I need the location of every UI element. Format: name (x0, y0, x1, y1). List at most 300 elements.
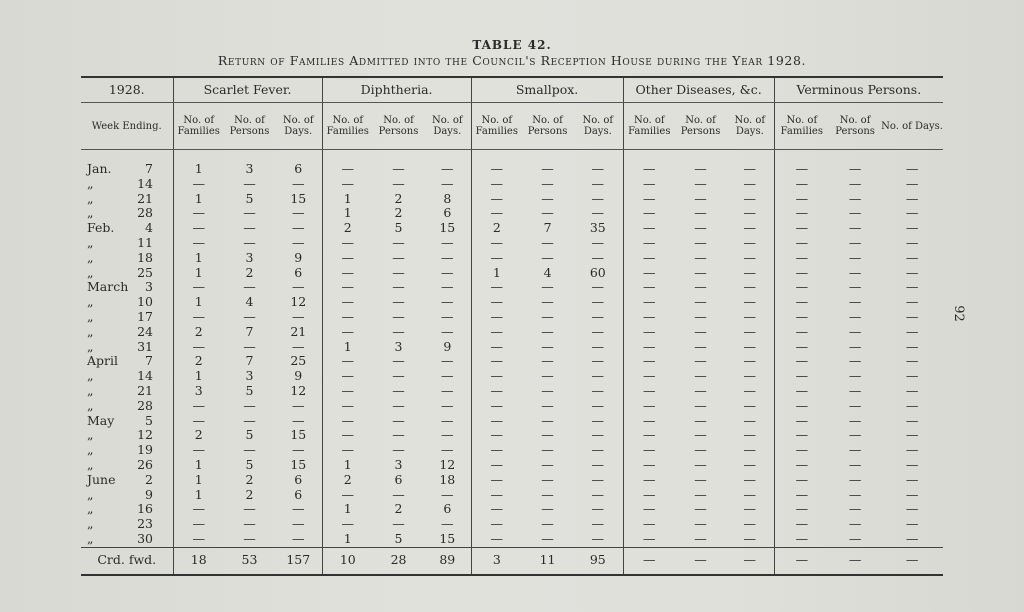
value-cell: — (541, 487, 554, 502)
value-cell: — (774, 414, 829, 429)
table-row (81, 340, 943, 355)
value-cell: — (743, 206, 757, 221)
total-cell: — (675, 547, 726, 575)
value-cell: — (441, 295, 454, 310)
week-ending-cell (81, 443, 173, 458)
week-ending-cell (81, 502, 173, 517)
value-cell: — (905, 443, 919, 458)
week-ending-cell (81, 206, 173, 221)
value-cell: — (774, 502, 829, 517)
month-label: „ (87, 457, 94, 472)
carried-forward-label: Crd. fwd. (81, 547, 173, 575)
day-label: 3 (145, 280, 153, 295)
value-cell: — (623, 428, 675, 443)
month-label: „ (87, 398, 94, 413)
day-label: 12 (137, 428, 153, 443)
value-cell: 60 (589, 265, 606, 280)
value-cell: — (541, 502, 554, 517)
week-ending-cell (81, 532, 173, 547)
carried-forward-row (81, 547, 943, 575)
table-row (81, 310, 943, 325)
total-cell: 157 (275, 547, 322, 575)
month-label: „ (87, 339, 94, 354)
value-cell: 1 (173, 251, 224, 266)
value-cell: — (848, 309, 862, 324)
group-header-verminous-persons: Verminous Persons. (774, 77, 943, 103)
value-cell: — (905, 531, 919, 546)
subheader-verminous-persons-days: No. of Days. (881, 103, 943, 150)
table-title: TABLE 42. (472, 38, 552, 52)
month-label: „ (87, 191, 94, 206)
value-cell: — (292, 517, 305, 532)
table-row (81, 280, 943, 295)
value-cell: — (743, 280, 757, 295)
value-cell: — (392, 383, 405, 398)
value-cell: — (905, 206, 919, 221)
value-cell: — (173, 236, 224, 251)
value-cell: — (905, 235, 919, 250)
value-cell: — (623, 325, 675, 340)
value-cell: — (471, 488, 522, 503)
value-cell: — (743, 295, 757, 310)
table-row (81, 414, 943, 429)
value-cell: — (541, 428, 554, 443)
value-cell: — (694, 383, 707, 398)
value-cell: 2 (173, 325, 224, 340)
value-cell: — (591, 502, 605, 517)
value-cell: — (541, 235, 554, 250)
value-cell: — (743, 413, 757, 428)
group-header-diphtheria: Diphtheria. (322, 77, 471, 103)
value-cell: — (623, 488, 675, 503)
value-cell: 6 (443, 206, 452, 221)
value-cell: — (471, 206, 522, 221)
value-cell: — (322, 295, 373, 310)
value-cell: — (322, 488, 373, 503)
value-cell: 6 (394, 472, 403, 487)
value-cell: 12 (290, 295, 307, 310)
subheader-verminous-persons-families: No. of Families (774, 103, 829, 150)
value-cell: — (441, 324, 454, 339)
total-cell: 3 (471, 547, 522, 575)
value-cell: — (694, 339, 707, 354)
value-cell: — (694, 487, 707, 502)
value-cell: 1 (173, 266, 224, 281)
value-cell: — (471, 236, 522, 251)
value-cell: — (392, 354, 405, 369)
month-label: March (87, 280, 129, 295)
month-label: „ (87, 265, 94, 280)
value-cell: — (292, 206, 305, 221)
value-cell: 5 (245, 383, 254, 398)
value-cell: — (694, 250, 707, 265)
month-label: Feb. (87, 221, 115, 236)
value-cell: — (173, 502, 224, 517)
value-cell: — (471, 369, 522, 384)
value-cell: — (471, 517, 522, 532)
value-cell: — (392, 369, 405, 384)
value-cell: — (541, 250, 554, 265)
value-cell: — (694, 324, 707, 339)
week-ending-cell (81, 236, 173, 251)
group-header-smallpox: Smallpox. (471, 77, 623, 103)
value-cell: — (541, 161, 554, 176)
value-cell: 3 (245, 369, 254, 384)
value-cell: — (623, 458, 675, 473)
subheader-scarlet-fever-families: No. of Families (173, 103, 224, 150)
value-cell: — (541, 339, 554, 354)
total-cell: — (881, 547, 943, 575)
month-label: „ (87, 443, 94, 458)
value-cell: — (591, 369, 605, 384)
month-label: „ (87, 502, 94, 517)
value-cell: — (774, 384, 829, 399)
month-label: „ (87, 235, 94, 250)
value-cell: — (623, 266, 675, 281)
value-cell: — (774, 532, 829, 547)
value-cell: — (623, 340, 675, 355)
value-cell: — (243, 413, 256, 428)
value-cell: — (173, 206, 224, 221)
value-cell: — (623, 280, 675, 295)
value-cell: 15 (290, 428, 307, 443)
month-label: „ (87, 176, 94, 191)
value-cell: — (848, 161, 862, 176)
value-cell: — (848, 235, 862, 250)
value-cell: — (471, 502, 522, 517)
value-cell: — (848, 191, 862, 206)
value-cell: — (774, 310, 829, 325)
value-cell: — (541, 443, 554, 458)
value-cell: — (905, 265, 919, 280)
value-cell: — (743, 235, 757, 250)
table-subtitle: Return of Families Admitted into the Council's Reception House during the Year 1928. (217, 53, 807, 68)
value-cell: — (905, 428, 919, 443)
table-row (81, 384, 943, 399)
value-cell: — (591, 309, 605, 324)
value-cell: — (591, 235, 605, 250)
value-cell: — (591, 383, 605, 398)
value-cell: 12 (439, 457, 456, 472)
value-cell: — (694, 369, 707, 384)
value-cell: — (243, 206, 256, 221)
value-cell: — (743, 221, 757, 236)
table-row (81, 251, 943, 266)
value-cell: — (541, 472, 554, 487)
value-cell: — (471, 428, 522, 443)
total-cell: — (774, 547, 829, 575)
value-cell: — (392, 324, 405, 339)
value-cell: 9 (294, 250, 303, 265)
value-cell: 4 (543, 265, 552, 280)
value-cell: — (173, 177, 224, 192)
value-cell: — (591, 354, 605, 369)
value-cell: — (905, 472, 919, 487)
value-cell: — (591, 517, 605, 532)
value-cell: — (243, 502, 256, 517)
value-cell: — (471, 458, 522, 473)
value-cell: — (471, 473, 522, 488)
value-cell: — (623, 192, 675, 207)
value-cell: 25 (290, 354, 307, 369)
value-cell: 1 (322, 206, 373, 221)
month-label: „ (87, 369, 94, 384)
value-cell: — (623, 517, 675, 532)
value-cell: — (848, 517, 862, 532)
value-cell: — (292, 221, 305, 236)
value-cell: — (471, 532, 522, 547)
month-label: Jan. (87, 161, 112, 176)
value-cell: — (848, 250, 862, 265)
table-row (81, 399, 943, 414)
sub-header-row (81, 103, 943, 150)
value-cell: 2 (245, 487, 254, 502)
value-cell: — (623, 443, 675, 458)
month-label: „ (87, 428, 94, 443)
day-label: 7 (145, 354, 153, 369)
value-cell: 2 (173, 428, 224, 443)
value-cell: 6 (443, 502, 452, 517)
value-cell: — (623, 502, 675, 517)
value-cell: — (243, 339, 256, 354)
value-cell: — (441, 250, 454, 265)
value-cell: — (392, 265, 405, 280)
value-cell: — (471, 340, 522, 355)
value-cell: — (243, 309, 256, 324)
value-cell: — (694, 221, 707, 236)
value-cell: — (322, 280, 373, 295)
value-cell: — (173, 280, 224, 295)
value-cell: — (694, 457, 707, 472)
value-cell: — (743, 339, 757, 354)
value-cell: — (694, 176, 707, 191)
day-label: 2 (145, 472, 153, 487)
value-cell: — (623, 177, 675, 192)
value-cell: 6 (294, 472, 303, 487)
week-ending-cell (81, 473, 173, 488)
value-cell: — (774, 340, 829, 355)
value-cell: — (322, 354, 373, 369)
value-cell: — (591, 324, 605, 339)
week-ending-cell (81, 280, 173, 295)
day-label: 24 (137, 324, 153, 339)
value-cell: — (743, 265, 757, 280)
value-cell: — (848, 531, 862, 546)
value-cell: — (743, 354, 757, 369)
value-cell: 1 (322, 502, 373, 517)
value-cell: — (441, 369, 454, 384)
value-cell: 1 (173, 150, 224, 177)
value-cell: 2 (322, 221, 373, 236)
value-cell: — (848, 428, 862, 443)
value-cell: — (292, 280, 305, 295)
value-cell: — (848, 383, 862, 398)
value-cell: — (471, 399, 522, 414)
total-cell: — (623, 547, 675, 575)
subheader-scarlet-fever-days: No. of Days. (275, 103, 322, 150)
total-cell: 18 (173, 547, 224, 575)
value-cell: — (905, 369, 919, 384)
value-cell: — (322, 443, 373, 458)
table-row (81, 428, 943, 443)
value-cell: 1 (322, 532, 373, 547)
value-cell: — (743, 472, 757, 487)
value-cell: 7 (245, 354, 254, 369)
value-cell: 18 (439, 472, 456, 487)
month-label: May (87, 413, 115, 428)
table-row (81, 458, 943, 473)
value-cell: 6 (294, 265, 303, 280)
value-cell: — (591, 295, 605, 310)
value-cell: — (591, 398, 605, 413)
value-cell: — (774, 236, 829, 251)
total-cell: — (829, 547, 881, 575)
value-cell: — (905, 339, 919, 354)
total-cell: 10 (322, 547, 373, 575)
week-ending-cell (81, 150, 173, 177)
table-row (81, 517, 943, 532)
value-cell: — (694, 398, 707, 413)
value-cell: — (848, 398, 862, 413)
day-label: 11 (137, 235, 153, 250)
value-cell: — (905, 517, 919, 532)
value-cell: — (441, 398, 454, 413)
value-cell: 2 (245, 472, 254, 487)
value-cell: 2 (394, 191, 403, 206)
week-ending-cell (81, 354, 173, 369)
value-cell: 6 (294, 487, 303, 502)
value-cell: 15 (290, 457, 307, 472)
value-cell: — (591, 457, 605, 472)
value-cell: — (743, 531, 757, 546)
value-cell: — (905, 457, 919, 472)
value-cell: — (694, 354, 707, 369)
subheader-verminous-persons-persons: No. of Persons (829, 103, 881, 150)
value-cell: — (694, 428, 707, 443)
group-header-other-diseases: Other Diseases, &c. (623, 77, 774, 103)
value-cell: — (292, 235, 305, 250)
month-label: „ (87, 324, 94, 339)
value-cell: — (774, 192, 829, 207)
day-label: 28 (137, 398, 153, 413)
value-cell: — (743, 369, 757, 384)
value-cell: — (441, 428, 454, 443)
value-cell: — (905, 324, 919, 339)
value-cell: — (694, 161, 707, 176)
value-cell: 3 (245, 161, 254, 176)
total-cell: 11 (522, 547, 573, 575)
value-cell: — (743, 250, 757, 265)
value-cell: — (591, 487, 605, 502)
week-ending-cell (81, 488, 173, 503)
value-cell: — (392, 176, 405, 191)
value-cell: — (243, 221, 256, 236)
value-cell: — (392, 443, 405, 458)
value-cell: — (292, 176, 305, 191)
value-cell: — (694, 235, 707, 250)
month-label: „ (87, 531, 94, 546)
value-cell: — (694, 206, 707, 221)
value-cell: — (623, 150, 675, 177)
value-cell: — (441, 280, 454, 295)
value-cell: 7 (245, 324, 254, 339)
value-cell: — (322, 310, 373, 325)
subheader-diphtheria-families: No. of Families (322, 103, 373, 150)
value-cell: — (848, 206, 862, 221)
value-cell: 2 (394, 502, 403, 517)
month-label: „ (87, 206, 94, 221)
value-cell: — (441, 487, 454, 502)
value-cell: — (471, 280, 522, 295)
value-cell: — (392, 398, 405, 413)
value-cell: — (591, 161, 605, 176)
subheader-smallpox-families: No. of Families (471, 103, 522, 150)
value-cell: — (743, 517, 757, 532)
value-cell: — (441, 265, 454, 280)
value-cell: — (848, 339, 862, 354)
value-cell: 9 (294, 369, 303, 384)
table-row (81, 177, 943, 192)
value-cell: — (541, 517, 554, 532)
value-cell: — (774, 428, 829, 443)
year-header: 1928. (81, 77, 173, 103)
value-cell: — (848, 324, 862, 339)
week-ending-cell (81, 177, 173, 192)
value-cell: — (743, 457, 757, 472)
month-label: June (87, 472, 116, 487)
value-cell: — (591, 191, 605, 206)
value-cell: — (623, 473, 675, 488)
value-cell: — (243, 398, 256, 413)
week-ending-cell (81, 295, 173, 310)
value-cell: — (623, 354, 675, 369)
value-cell: — (694, 472, 707, 487)
value-cell: — (623, 206, 675, 221)
month-label: „ (87, 487, 94, 502)
table-row (81, 150, 943, 177)
value-cell: — (471, 384, 522, 399)
month-label: „ (87, 383, 94, 398)
total-cell: — (726, 547, 774, 575)
value-cell: — (541, 176, 554, 191)
value-cell: — (774, 280, 829, 295)
subheader-scarlet-fever-persons: No. of Persons (224, 103, 275, 150)
value-cell: — (905, 309, 919, 324)
value-cell: — (292, 443, 305, 458)
week-ending-cell (81, 414, 173, 429)
value-cell: — (322, 150, 373, 177)
value-cell: 8 (443, 191, 452, 206)
value-cell: — (743, 324, 757, 339)
value-cell: — (774, 473, 829, 488)
value-cell: — (322, 428, 373, 443)
value-cell: — (173, 443, 224, 458)
week-ending-cell (81, 384, 173, 399)
value-cell: — (848, 280, 862, 295)
table-row (81, 354, 943, 369)
value-cell: — (774, 266, 829, 281)
value-cell: — (471, 295, 522, 310)
value-cell: — (392, 413, 405, 428)
value-cell: — (173, 399, 224, 414)
day-label: 9 (145, 487, 153, 502)
value-cell: — (541, 383, 554, 398)
subheader-smallpox-days: No. of Days. (573, 103, 623, 150)
value-cell: — (471, 150, 522, 177)
value-cell: — (774, 221, 829, 236)
value-cell: 15 (290, 191, 307, 206)
value-cell: 12 (290, 383, 307, 398)
